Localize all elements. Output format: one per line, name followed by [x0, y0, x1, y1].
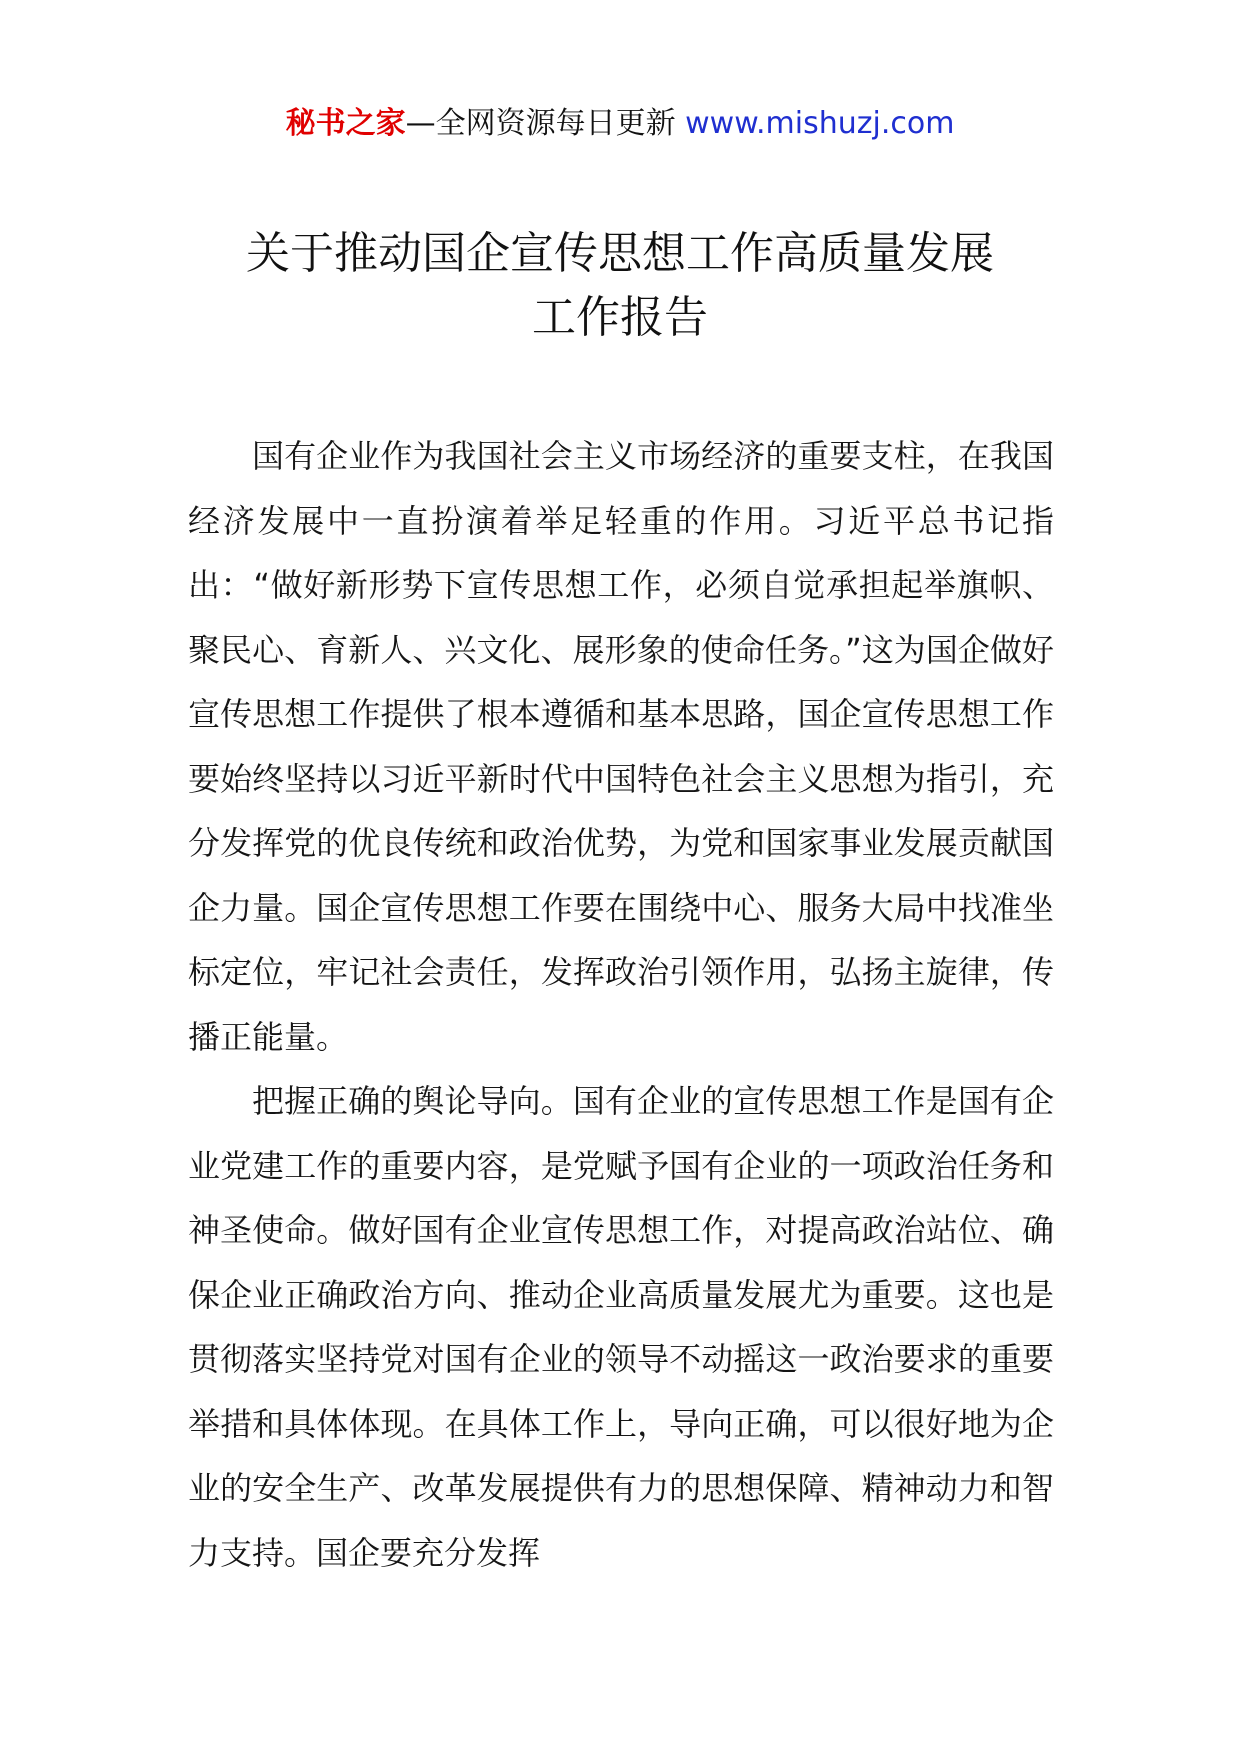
- paragraph: 国有企业作为我国社会主义市场经济的重要支柱，在我国经济发展中一直扮演着举足轻重的作用。习近平总书记指出：“做好新形势下宣传思想工作，必须自觉承担起举旗帜、聚民心、育新人、兴文化、展形象的使命任务。”这为国企做好宣传思想工作提供了根本遵循和基本思路，国企宣传思想工作要始终坚持以习近平新时代中国特色社会主义思想为指引，充分发挥党的优良传统和政治优势，为党和国家事业发展贡献国企力量。国企宣传思想工作要在围绕中心、服务大局中找准坐标定位，牢记社会责任，发挥政治引领作用，弘扬主旋律，传播正能量。: [188, 437, 1054, 1056]
- title-line-2: 工作报告: [532, 292, 708, 343]
- header-slogan: —全网资源每日更新: [405, 106, 676, 141]
- site-url-link[interactable]: www.mishuzj.com: [685, 106, 955, 141]
- site-header: [0, 100, 1240, 148]
- title-line-1: 关于推动国企宣传思想工作高质量发展: [246, 228, 994, 279]
- document-title: [0, 222, 1240, 350]
- document-body: [188, 424, 1054, 1585]
- paragraph: 把握正确的舆论导向。国有企业的宣传思想工作是国有企业党建工作的重要内容，是党赋予国有企业的一项政治任务和神圣使命。做好国有企业宣传思想工作，对提高政治站位、确保企业正确政治方向、推动企业高质量发展尤为重要。这也是贯彻落实坚持党对国有企业的领导不动摇这一政治要求的重要举措和具体体现。在具体工作上，导向正确，可以很好地为企业的安全生产、改革发展提供有力的思想保障、精神动力和智力支持。国企要充分发挥: [188, 1082, 1054, 1572]
- brand-name: 秘书之家: [285, 106, 406, 141]
